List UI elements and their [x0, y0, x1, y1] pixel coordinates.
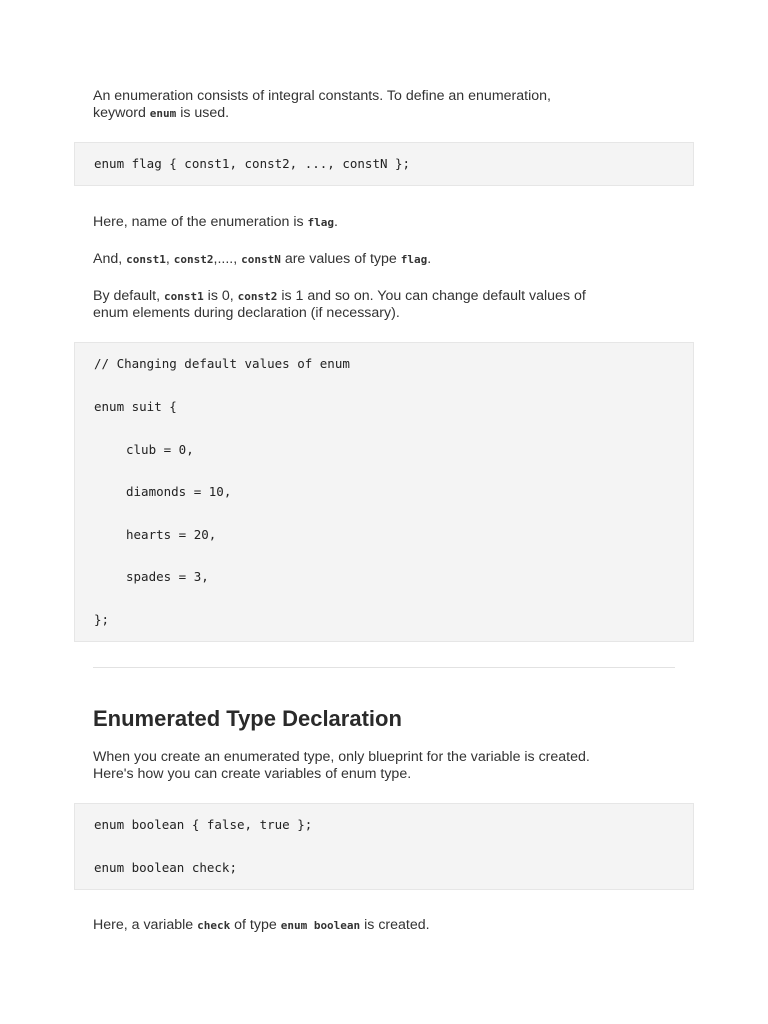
inline-code-flag: flag [400, 253, 428, 266]
code-line: enum flag { const1, const2, ..., constN }; [94, 156, 411, 171]
section-paragraph [93, 749, 653, 783]
inline-code-enum: enum [149, 107, 177, 120]
inline-code-const1: const1 [126, 253, 166, 266]
inline-code-const2: const2 [173, 253, 214, 266]
intro-line-2-before: keyword [93, 105, 150, 121]
intro-line-1: An enumeration consists of integral constants. To define an enumeration, [93, 88, 551, 104]
code-line: spades = 3, [126, 569, 209, 584]
code-line: }; [94, 612, 110, 627]
code-block-enum-flag [74, 142, 694, 186]
code-comment: // Changing default values of enum [94, 356, 350, 371]
inline-code-constN: constN [241, 253, 281, 266]
section-divider [93, 667, 675, 668]
inline-code-const2: const2 [237, 290, 278, 303]
default-values-paragraph [93, 288, 653, 322]
inline-code-const1: const1 [163, 290, 204, 303]
text: When you create an enumerated type, only blueprint for the variable is created. [93, 749, 590, 765]
code-line: diamonds = 10, [126, 484, 232, 499]
text: And, [93, 251, 127, 267]
text: is 0, [203, 288, 238, 304]
text: . [427, 251, 432, 267]
text: are values of type [280, 251, 401, 267]
intro-line-2-after: is used. [176, 105, 230, 121]
code-line: club = 0, [126, 442, 194, 457]
inline-code-flag: flag [307, 216, 335, 229]
inline-code-enum-boolean: enum boolean [280, 919, 361, 932]
enum-name-paragraph [93, 214, 653, 231]
text: Here, a variable [93, 917, 198, 933]
code-line: enum boolean { false, true }; [94, 817, 313, 832]
code-line: hearts = 20, [126, 527, 217, 542]
text: is 1 and so on. You can change default values of [277, 288, 586, 304]
inline-code-check: check [197, 919, 231, 932]
text: enum elements during declaration (if necessary). [93, 305, 400, 321]
text: Here, name of the enumeration is [93, 214, 308, 230]
text: ,...., [213, 251, 242, 267]
enum-values-paragraph [93, 251, 653, 268]
code-block-enum-suit [74, 342, 694, 642]
code-line: enum boolean check; [94, 860, 237, 875]
section-heading: Enumerated Type Declaration [93, 706, 402, 731]
code-block-enum-boolean [74, 803, 694, 890]
text: Here's how you can create variables of enum type. [93, 766, 412, 782]
text: . [334, 214, 338, 230]
text: of type [230, 917, 281, 933]
text: , [165, 251, 174, 267]
intro-paragraph [93, 88, 653, 122]
final-paragraph [93, 917, 653, 934]
text: is created. [360, 917, 430, 933]
code-line: enum suit { [94, 399, 177, 414]
text: By default, [93, 288, 164, 304]
